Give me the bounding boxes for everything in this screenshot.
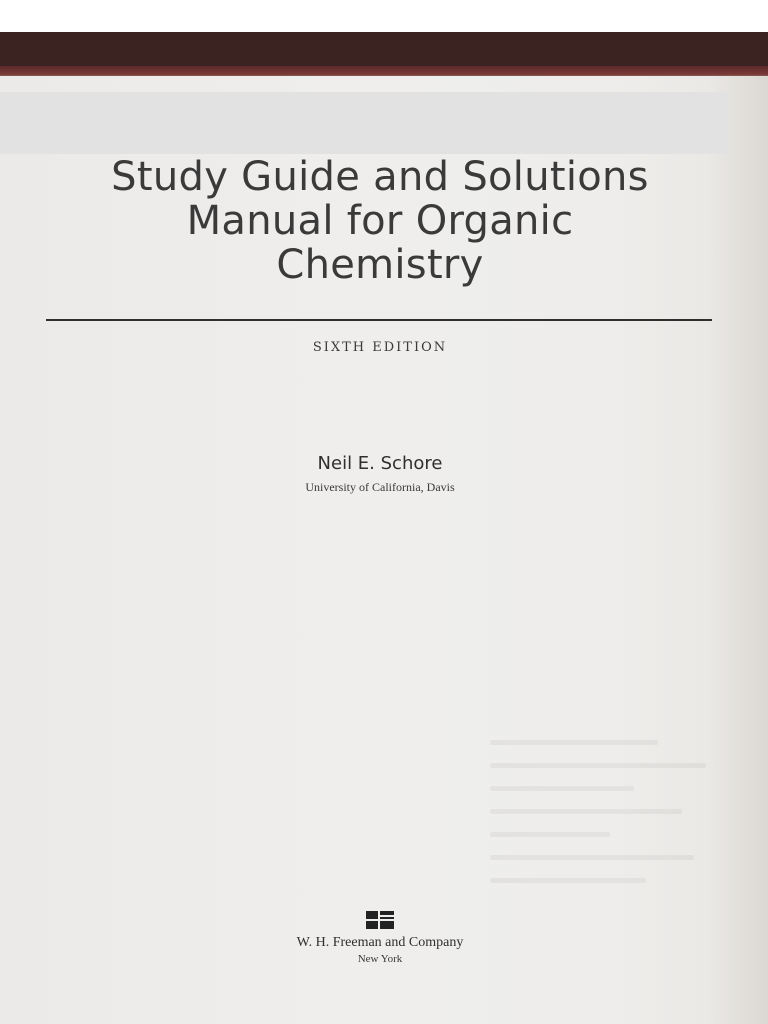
- author-affiliation: University of California, Davis: [305, 480, 455, 494]
- publisher-city: New York: [357, 953, 403, 965]
- title-line-2: Manual for Organic: [186, 198, 574, 244]
- book-title: [40, 155, 720, 287]
- title-line-1: Study Guide and Solutions: [111, 154, 649, 200]
- title-line-3: Chemistry: [276, 242, 484, 288]
- title-band: [0, 92, 728, 154]
- publisher-logo-icon: [366, 911, 394, 929]
- publisher-name: W. H. Freeman and Company: [296, 935, 464, 950]
- author-name: Neil E. Schore: [317, 453, 443, 474]
- edition-label: SIXTH EDITION: [312, 340, 448, 355]
- top-margin: [0, 0, 768, 32]
- title-divider: [46, 319, 712, 321]
